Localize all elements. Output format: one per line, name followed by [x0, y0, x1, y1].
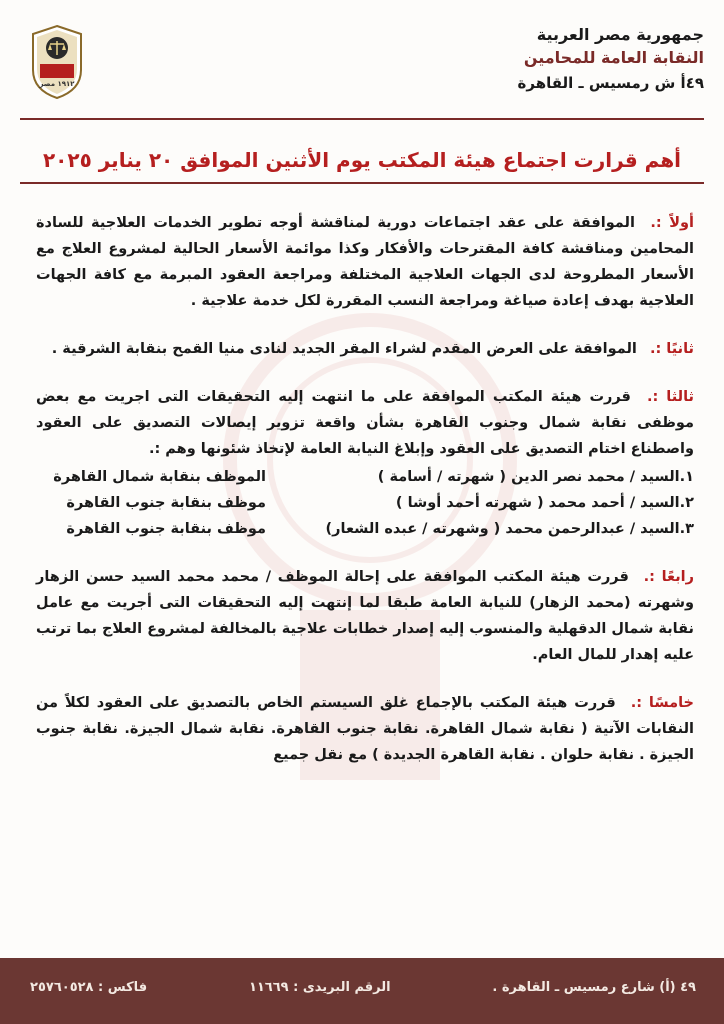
- title-rule: [20, 182, 704, 184]
- employee-name: ٣.السيد / عبدالرحمن محمد ( وشهرته / عبده الشعار): [325, 521, 694, 537]
- decision-3-text: قررت هيئة المكتب الموافقة على ما انتهت إليه التحقيقات التى اجريت مع بعض موظفى نقابة شمال وجنوب القاهرة بشأن واقعة تزوير إيصالات التصديق على العقود واصطناع اختام التصديق على العقود وإبلاغ النيابة العامة لإتخاذ شئونها وهم :.: [36, 389, 694, 457]
- footer-postal-code: الرقم البريدى : ١١٦٦٩: [248, 980, 391, 995]
- decisions-body: [36, 210, 694, 790]
- logo-text: ١٩١٢ مصر: [39, 80, 75, 88]
- decision-3: [36, 384, 694, 542]
- decision-1-text: الموافقة على عقد اجتماعات دورية لمناقشة أوجه تطوير الخدمات العلاجية للسادة المحامين ومناقشة كافة المقترحات والأفكار وكذا موائمة الأسعار الحالية لمشروع العلاج مع الأسعار المطروحة لدى الجهات العلاجية المختلفة ومراجعة العقود المبرمة مع كافة الجهات العلاجية بهدف إعادة صياغة ومراجعة النسب المقررة لكل خدمة علاجية .: [36, 215, 694, 309]
- decision-3-label: ثالثا :.: [646, 389, 694, 405]
- employee-role: الموظف بنقابة شمال القاهرة: [53, 469, 266, 485]
- employees-list: [36, 464, 694, 542]
- decision-1: [36, 210, 694, 314]
- employee-role: موظف بنقابة جنوب القاهرة: [66, 495, 266, 511]
- decision-2-label: ثانيًا :.: [649, 341, 694, 357]
- employee-role: موظف بنقابة جنوب القاهرة: [66, 521, 266, 537]
- decision-4: [36, 564, 694, 668]
- decision-2: [36, 336, 694, 362]
- letterhead: [518, 24, 704, 96]
- decision-5-label: خامسًا :.: [630, 695, 695, 711]
- country-name: جمهورية مصر العربية: [536, 25, 704, 44]
- decision-2-text: الموافقة على العرض المقدم لشراء المقر الجديد لنادى منيا القمح بنقابة الشرقية .: [51, 341, 637, 357]
- list-item: [36, 464, 694, 490]
- header-rule: [20, 118, 704, 120]
- decision-4-label: رابعًا :.: [643, 569, 694, 585]
- syndicate-name: النقابة العامة للمحامين: [523, 48, 704, 67]
- list-item: [36, 490, 694, 516]
- footer-bar: [0, 958, 724, 1024]
- list-item: [36, 516, 694, 542]
- employee-name: ٢.السيد / أحمد محمد ( شهرته أحمد أوشا ): [395, 495, 694, 511]
- syndicate-logo: [30, 24, 84, 100]
- header-address: ٤٩أ ش رمسيس ـ القاهرة: [517, 74, 704, 92]
- decision-5: [36, 690, 694, 768]
- footer-fax: فاكس : ٢٥٧٦٠٥٢٨: [30, 980, 148, 995]
- employee-name: ١.السيد / محمد نصر الدين ( شهرته / أسامة ): [377, 469, 694, 485]
- page-title: أهم قرارت اجتماع هيئة المكتب يوم الأثنين الموافق ٢٠ يناير ٢٠٢٥: [42, 148, 682, 172]
- decision-1-label: أولاً :.: [650, 215, 694, 231]
- decision-5-text: قررت هيئة المكتب بالإجماع غلق السيستم الخاص بالتصديق على العقود لكلاً من النقابات الآتية ( نقابة شمال القاهرة. نقابة جنوب القاهرة. نقابة شمال الجيزة. نقابة جنوب الجيزة . نقابة حلوان . نقابة القاهرة الجديدة ) مع نقل جميع: [36, 695, 694, 763]
- decision-4-text: قررت هيئة المكتب الموافقة على إحالة الموظف / محمد محمد السيد حسن الزهار وشهرته (محمد الزهار) للنيابة العامة طبقا لما إنتهت إليه التحقيقات التى أجريت مع عامل نقابة شمال الدقهلية والمنسوب إليه إصدار خطابات علاجية بالمخالفة لمشروع العلاج بما ترتب عليه إهدار للمال العام.: [36, 569, 694, 663]
- footer-address: ٤٩ (أ) شارع رمسيس ـ القاهرة .: [492, 980, 696, 995]
